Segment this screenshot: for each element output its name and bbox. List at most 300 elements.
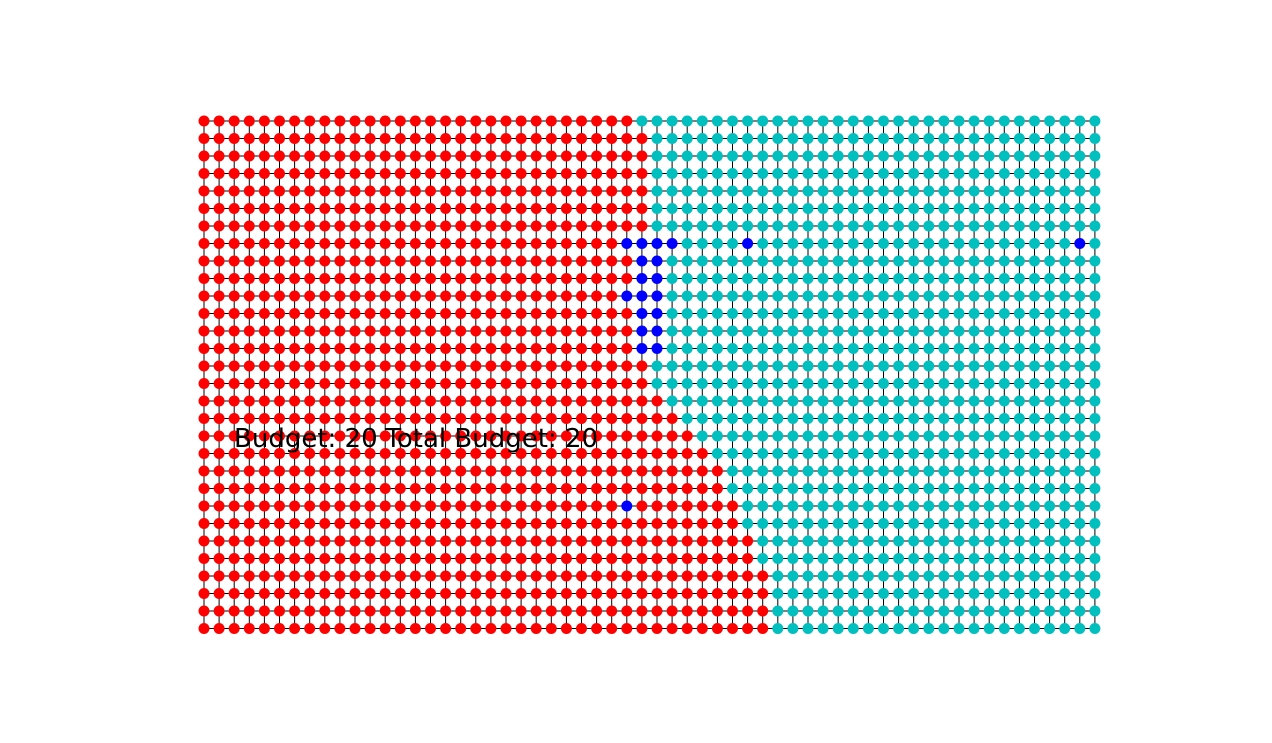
player-a-node[interactable] [636, 396, 647, 407]
player-b-node[interactable] [863, 221, 874, 232]
player-a-node[interactable] [531, 396, 542, 407]
player-a-node[interactable] [531, 256, 542, 267]
player-a-node[interactable] [591, 501, 602, 512]
player-a-node[interactable] [652, 396, 663, 407]
player-b-node[interactable] [787, 308, 798, 319]
player-a-node[interactable] [350, 186, 361, 197]
player-b-node[interactable] [878, 466, 889, 477]
player-a-node[interactable] [334, 501, 345, 512]
player-b-node[interactable] [984, 186, 995, 197]
player-b-node[interactable] [938, 378, 949, 389]
player-a-node[interactable] [244, 168, 255, 179]
player-a-node[interactable] [350, 116, 361, 127]
player-b-node[interactable] [1089, 238, 1100, 249]
player-a-node[interactable] [697, 466, 708, 477]
player-a-node[interactable] [229, 466, 240, 477]
player-a-node[interactable] [304, 396, 315, 407]
player-b-node[interactable] [697, 308, 708, 319]
player-b-node[interactable] [999, 238, 1010, 249]
player-a-node[interactable] [501, 378, 512, 389]
player-a-node[interactable] [606, 571, 617, 582]
player-a-node[interactable] [304, 501, 315, 512]
player-b-node[interactable] [712, 133, 723, 144]
player-b-node[interactable] [787, 221, 798, 232]
player-b-node[interactable] [727, 448, 738, 459]
player-a-node[interactable] [289, 221, 300, 232]
player-b-node[interactable] [682, 221, 693, 232]
player-a-node[interactable] [334, 518, 345, 529]
player-b-node[interactable] [787, 413, 798, 424]
player-a-node[interactable] [289, 413, 300, 424]
player-b-node[interactable] [757, 308, 768, 319]
player-a-node[interactable] [652, 431, 663, 442]
player-a-node[interactable] [289, 256, 300, 267]
player-a-node[interactable] [274, 116, 285, 127]
player-b-node[interactable] [1059, 431, 1070, 442]
player-a-node[interactable] [199, 571, 210, 582]
player-a-node[interactable] [712, 623, 723, 634]
player-a-node[interactable] [410, 256, 421, 267]
player-b-node[interactable] [923, 186, 934, 197]
player-b-node[interactable] [682, 186, 693, 197]
player-a-node[interactable] [259, 501, 270, 512]
player-a-node[interactable] [561, 588, 572, 599]
player-b-node[interactable] [908, 116, 919, 127]
player-a-node[interactable] [319, 623, 330, 634]
player-a-node[interactable] [319, 343, 330, 354]
player-b-node[interactable] [954, 291, 965, 302]
player-a-node[interactable] [365, 116, 376, 127]
player-b-node[interactable] [682, 133, 693, 144]
player-a-node[interactable] [576, 186, 587, 197]
player-a-node[interactable] [712, 571, 723, 582]
player-b-node[interactable] [923, 203, 934, 214]
player-a-node[interactable] [576, 203, 587, 214]
player-a-node[interactable] [350, 396, 361, 407]
player-b-node[interactable] [757, 203, 768, 214]
player-a-node[interactable] [697, 623, 708, 634]
player-a-node[interactable] [606, 221, 617, 232]
player-a-node[interactable] [319, 151, 330, 162]
player-b-node[interactable] [938, 483, 949, 494]
player-a-node[interactable] [455, 361, 466, 372]
player-b-node[interactable] [727, 343, 738, 354]
seeded-node[interactable] [1074, 238, 1085, 249]
player-b-node[interactable] [999, 483, 1010, 494]
player-b-node[interactable] [727, 151, 738, 162]
player-a-node[interactable] [485, 256, 496, 267]
player-b-node[interactable] [727, 291, 738, 302]
player-a-node[interactable] [470, 571, 481, 582]
player-a-node[interactable] [259, 168, 270, 179]
player-b-node[interactable] [999, 378, 1010, 389]
player-a-node[interactable] [425, 326, 436, 337]
player-a-node[interactable] [516, 466, 527, 477]
player-a-node[interactable] [244, 588, 255, 599]
player-a-node[interactable] [365, 361, 376, 372]
player-a-node[interactable] [682, 606, 693, 617]
player-b-node[interactable] [727, 116, 738, 127]
player-a-node[interactable] [319, 221, 330, 232]
player-a-node[interactable] [561, 116, 572, 127]
player-b-node[interactable] [1059, 518, 1070, 529]
player-b-node[interactable] [1074, 483, 1085, 494]
player-b-node[interactable] [923, 326, 934, 337]
player-b-node[interactable] [1044, 203, 1055, 214]
player-a-node[interactable] [289, 518, 300, 529]
player-a-node[interactable] [576, 238, 587, 249]
player-a-node[interactable] [334, 396, 345, 407]
player-b-node[interactable] [938, 396, 949, 407]
player-a-node[interactable] [470, 536, 481, 547]
player-b-node[interactable] [954, 466, 965, 477]
player-b-node[interactable] [818, 291, 829, 302]
player-a-node[interactable] [274, 168, 285, 179]
player-b-node[interactable] [848, 536, 859, 547]
player-a-node[interactable] [289, 151, 300, 162]
player-a-node[interactable] [485, 221, 496, 232]
player-a-node[interactable] [576, 361, 587, 372]
player-a-node[interactable] [742, 588, 753, 599]
player-a-node[interactable] [365, 553, 376, 564]
player-b-node[interactable] [833, 588, 844, 599]
player-b-node[interactable] [1044, 501, 1055, 512]
player-b-node[interactable] [1044, 361, 1055, 372]
player-a-node[interactable] [425, 396, 436, 407]
player-a-node[interactable] [546, 343, 557, 354]
player-a-node[interactable] [606, 378, 617, 389]
player-b-node[interactable] [878, 623, 889, 634]
player-b-node[interactable] [787, 623, 798, 634]
player-a-node[interactable] [636, 606, 647, 617]
player-a-node[interactable] [334, 308, 345, 319]
player-a-node[interactable] [274, 413, 285, 424]
player-b-node[interactable] [787, 396, 798, 407]
grid-nodes[interactable] [199, 116, 1101, 635]
player-a-node[interactable] [591, 623, 602, 634]
player-b-node[interactable] [1089, 343, 1100, 354]
player-b-node[interactable] [923, 151, 934, 162]
player-a-node[interactable] [501, 326, 512, 337]
player-a-node[interactable] [621, 326, 632, 337]
player-a-node[interactable] [319, 186, 330, 197]
player-a-node[interactable] [485, 396, 496, 407]
player-b-node[interactable] [833, 518, 844, 529]
player-b-node[interactable] [712, 378, 723, 389]
player-b-node[interactable] [787, 343, 798, 354]
player-b-node[interactable] [712, 413, 723, 424]
player-b-node[interactable] [712, 221, 723, 232]
player-a-node[interactable] [380, 238, 391, 249]
player-b-node[interactable] [787, 151, 798, 162]
player-b-node[interactable] [923, 168, 934, 179]
player-b-node[interactable] [984, 326, 995, 337]
player-b-node[interactable] [848, 588, 859, 599]
player-b-node[interactable] [667, 116, 678, 127]
player-b-node[interactable] [1014, 326, 1025, 337]
player-a-node[interactable] [259, 273, 270, 284]
player-a-node[interactable] [682, 623, 693, 634]
player-b-node[interactable] [878, 396, 889, 407]
player-a-node[interactable] [395, 343, 406, 354]
player-a-node[interactable] [274, 361, 285, 372]
player-b-node[interactable] [772, 501, 783, 512]
player-b-node[interactable] [984, 518, 995, 529]
player-a-node[interactable] [516, 308, 527, 319]
player-a-node[interactable] [289, 606, 300, 617]
player-b-node[interactable] [923, 238, 934, 249]
player-b-node[interactable] [772, 483, 783, 494]
player-b-node[interactable] [772, 396, 783, 407]
player-b-node[interactable] [772, 571, 783, 582]
player-b-node[interactable] [954, 623, 965, 634]
player-a-node[interactable] [304, 186, 315, 197]
player-a-node[interactable] [425, 536, 436, 547]
player-b-node[interactable] [682, 343, 693, 354]
player-a-node[interactable] [470, 186, 481, 197]
player-b-node[interactable] [893, 553, 904, 564]
player-a-node[interactable] [561, 536, 572, 547]
player-b-node[interactable] [833, 448, 844, 459]
player-b-node[interactable] [712, 396, 723, 407]
player-b-node[interactable] [757, 326, 768, 337]
player-b-node[interactable] [1044, 571, 1055, 582]
player-b-node[interactable] [803, 396, 814, 407]
player-a-node[interactable] [591, 133, 602, 144]
player-a-node[interactable] [516, 378, 527, 389]
player-a-node[interactable] [531, 273, 542, 284]
player-b-node[interactable] [772, 518, 783, 529]
player-a-node[interactable] [531, 203, 542, 214]
player-a-node[interactable] [214, 501, 225, 512]
player-b-node[interactable] [697, 431, 708, 442]
player-a-node[interactable] [682, 448, 693, 459]
player-b-node[interactable] [938, 256, 949, 267]
player-a-node[interactable] [334, 588, 345, 599]
player-b-node[interactable] [757, 413, 768, 424]
player-b-node[interactable] [893, 571, 904, 582]
player-a-node[interactable] [470, 588, 481, 599]
player-a-node[interactable] [259, 378, 270, 389]
player-a-node[interactable] [531, 151, 542, 162]
player-a-node[interactable] [319, 133, 330, 144]
player-b-node[interactable] [863, 256, 874, 267]
player-a-node[interactable] [712, 588, 723, 599]
player-b-node[interactable] [667, 221, 678, 232]
player-b-node[interactable] [893, 343, 904, 354]
player-b-node[interactable] [1014, 221, 1025, 232]
player-b-node[interactable] [1059, 536, 1070, 547]
player-b-node[interactable] [848, 308, 859, 319]
player-a-node[interactable] [636, 168, 647, 179]
player-b-node[interactable] [1014, 396, 1025, 407]
player-b-node[interactable] [1044, 133, 1055, 144]
player-b-node[interactable] [908, 168, 919, 179]
player-b-node[interactable] [969, 238, 980, 249]
player-a-node[interactable] [682, 483, 693, 494]
player-b-node[interactable] [712, 203, 723, 214]
player-b-node[interactable] [667, 168, 678, 179]
player-a-node[interactable] [289, 168, 300, 179]
player-b-node[interactable] [984, 606, 995, 617]
player-b-node[interactable] [833, 378, 844, 389]
player-a-node[interactable] [501, 186, 512, 197]
player-a-node[interactable] [531, 413, 542, 424]
player-b-node[interactable] [727, 483, 738, 494]
player-a-node[interactable] [455, 116, 466, 127]
player-b-node[interactable] [1089, 571, 1100, 582]
player-b-node[interactable] [1074, 413, 1085, 424]
player-b-node[interactable] [1014, 553, 1025, 564]
player-b-node[interactable] [787, 466, 798, 477]
player-a-node[interactable] [485, 168, 496, 179]
player-b-node[interactable] [893, 133, 904, 144]
player-a-node[interactable] [395, 501, 406, 512]
player-a-node[interactable] [682, 571, 693, 582]
player-b-node[interactable] [1029, 291, 1040, 302]
player-a-node[interactable] [440, 501, 451, 512]
player-b-node[interactable] [1014, 238, 1025, 249]
player-a-node[interactable] [470, 168, 481, 179]
player-b-node[interactable] [848, 291, 859, 302]
player-b-node[interactable] [697, 203, 708, 214]
player-b-node[interactable] [787, 203, 798, 214]
player-a-node[interactable] [621, 273, 632, 284]
player-b-node[interactable] [878, 378, 889, 389]
player-b-node[interactable] [1089, 186, 1100, 197]
player-b-node[interactable] [938, 606, 949, 617]
player-b-node[interactable] [1044, 273, 1055, 284]
player-b-node[interactable] [803, 536, 814, 547]
player-b-node[interactable] [742, 466, 753, 477]
player-a-node[interactable] [591, 116, 602, 127]
player-b-node[interactable] [772, 413, 783, 424]
player-a-node[interactable] [229, 133, 240, 144]
player-b-node[interactable] [818, 273, 829, 284]
player-a-node[interactable] [667, 518, 678, 529]
player-a-node[interactable] [229, 606, 240, 617]
player-b-node[interactable] [1014, 483, 1025, 494]
player-a-node[interactable] [606, 238, 617, 249]
player-b-node[interactable] [727, 431, 738, 442]
player-a-node[interactable] [229, 308, 240, 319]
player-a-node[interactable] [244, 483, 255, 494]
player-a-node[interactable] [199, 308, 210, 319]
player-a-node[interactable] [591, 553, 602, 564]
player-b-node[interactable] [697, 151, 708, 162]
player-b-node[interactable] [1089, 291, 1100, 302]
player-a-node[interactable] [440, 623, 451, 634]
player-b-node[interactable] [954, 133, 965, 144]
player-b-node[interactable] [1029, 343, 1040, 354]
player-b-node[interactable] [954, 221, 965, 232]
player-a-node[interactable] [576, 221, 587, 232]
player-b-node[interactable] [757, 221, 768, 232]
player-a-node[interactable] [274, 571, 285, 582]
player-a-node[interactable] [757, 623, 768, 634]
player-b-node[interactable] [803, 186, 814, 197]
player-b-node[interactable] [742, 483, 753, 494]
player-a-node[interactable] [501, 133, 512, 144]
player-b-node[interactable] [833, 238, 844, 249]
player-a-node[interactable] [365, 413, 376, 424]
player-a-node[interactable] [274, 326, 285, 337]
player-a-node[interactable] [712, 553, 723, 564]
player-b-node[interactable] [863, 431, 874, 442]
player-a-node[interactable] [350, 343, 361, 354]
player-a-node[interactable] [697, 483, 708, 494]
player-b-node[interactable] [863, 151, 874, 162]
player-a-node[interactable] [365, 168, 376, 179]
player-b-node[interactable] [803, 361, 814, 372]
player-a-node[interactable] [425, 133, 436, 144]
player-b-node[interactable] [757, 431, 768, 442]
player-a-node[interactable] [229, 116, 240, 127]
player-b-node[interactable] [1044, 431, 1055, 442]
player-b-node[interactable] [1059, 291, 1070, 302]
player-a-node[interactable] [259, 396, 270, 407]
player-a-node[interactable] [591, 238, 602, 249]
player-a-node[interactable] [350, 466, 361, 477]
player-a-node[interactable] [365, 501, 376, 512]
player-a-node[interactable] [591, 308, 602, 319]
player-a-node[interactable] [561, 256, 572, 267]
player-a-node[interactable] [440, 413, 451, 424]
player-b-node[interactable] [1059, 168, 1070, 179]
player-a-node[interactable] [636, 466, 647, 477]
player-b-node[interactable] [938, 116, 949, 127]
player-a-node[interactable] [455, 466, 466, 477]
player-a-node[interactable] [214, 571, 225, 582]
player-a-node[interactable] [289, 326, 300, 337]
player-b-node[interactable] [938, 448, 949, 459]
player-a-node[interactable] [334, 483, 345, 494]
player-b-node[interactable] [787, 291, 798, 302]
player-a-node[interactable] [470, 256, 481, 267]
player-b-node[interactable] [908, 553, 919, 564]
player-a-node[interactable] [334, 238, 345, 249]
player-b-node[interactable] [923, 501, 934, 512]
player-b-node[interactable] [954, 116, 965, 127]
player-b-node[interactable] [863, 623, 874, 634]
player-b-node[interactable] [969, 361, 980, 372]
player-b-node[interactable] [1014, 588, 1025, 599]
player-b-node[interactable] [1074, 571, 1085, 582]
player-b-node[interactable] [1044, 168, 1055, 179]
seeded-node[interactable] [652, 256, 663, 267]
player-a-node[interactable] [334, 326, 345, 337]
player-b-node[interactable] [984, 501, 995, 512]
player-b-node[interactable] [923, 256, 934, 267]
player-a-node[interactable] [274, 518, 285, 529]
player-a-node[interactable] [395, 203, 406, 214]
player-a-node[interactable] [380, 378, 391, 389]
player-b-node[interactable] [833, 273, 844, 284]
player-a-node[interactable] [214, 186, 225, 197]
player-a-node[interactable] [485, 133, 496, 144]
player-a-node[interactable] [229, 483, 240, 494]
player-a-node[interactable] [334, 571, 345, 582]
player-b-node[interactable] [667, 151, 678, 162]
player-a-node[interactable] [274, 273, 285, 284]
player-a-node[interactable] [425, 588, 436, 599]
player-b-node[interactable] [1074, 308, 1085, 319]
player-b-node[interactable] [667, 186, 678, 197]
player-b-node[interactable] [969, 448, 980, 459]
player-a-node[interactable] [621, 116, 632, 127]
player-b-node[interactable] [1044, 606, 1055, 617]
player-a-node[interactable] [606, 448, 617, 459]
